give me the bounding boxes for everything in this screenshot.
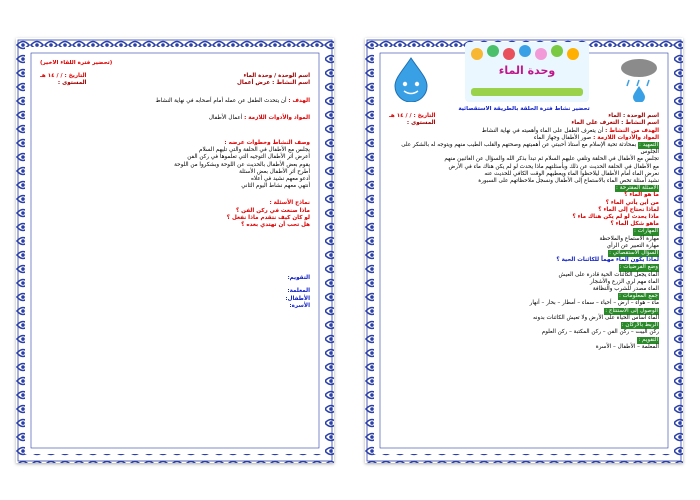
- intro-head: التمهيد :: [638, 142, 658, 149]
- materials-label: المواد والأدوات اللازمة :: [244, 114, 310, 121]
- right-page-content: [389, 106, 659, 441]
- list-item: أنتهي معهم نشاط اليوم الثاني: [241, 183, 310, 190]
- materials-text: صور الأطفال وجهاز الماء: [533, 134, 592, 141]
- date-label: التاريخ : / / ١٤ هـ: [389, 113, 436, 120]
- list-item: ماذا صنعت في ركن الفن ؟: [235, 207, 310, 214]
- level-label: المستوى :: [57, 80, 87, 87]
- section-head: الوصول إلى الاستنتاج :: [605, 307, 658, 314]
- left-page-content: [40, 60, 310, 441]
- section-head: جمع المعلومات :: [618, 293, 658, 300]
- goal-text: أن يتعرف الطفل على الماء وأهميته في نهاية النشاط: [481, 127, 604, 134]
- unit-label: اسم الوحدة / وحدة الماء: [243, 73, 310, 80]
- section-block: [389, 228, 659, 250]
- section-head: المهارات :: [634, 228, 658, 235]
- section-block: [389, 322, 659, 336]
- list-item: لو كان كيف نتقدم ماذا نفعل ؟: [226, 214, 310, 221]
- unit-banner: [465, 42, 589, 102]
- activity-label: اسم النشاط : التعرف على الماء: [571, 120, 659, 127]
- section-head: التقويم :: [638, 336, 658, 343]
- paragraph: تجلس مع الأطفال في الحلقة وتلقي عليهم السلام ثم تبدأ بذكر الله والسؤال عن الغائبين منهم: [444, 156, 659, 163]
- list-item: يجلس مع الأطفال في الحلقة والتي تليهم السلام: [198, 147, 310, 154]
- list-item: أدعو معهم نشيد في أعلاه: [250, 176, 310, 183]
- list-item: أعرض أثر الأطفال التوجيه التي تعلموها في ركن الفن: [187, 154, 310, 161]
- list-item: ماهو شكل الماء ؟: [610, 221, 659, 228]
- eval-item: الأطفال:: [285, 295, 310, 302]
- steps-label: وصف النشاط وخطوات عرضه :: [224, 140, 310, 147]
- list-item: الماء مصدر للشرب والنظافة: [592, 286, 659, 293]
- rain-cloud-icon: [617, 56, 661, 102]
- level-label: المستوى :: [406, 120, 436, 127]
- section-block: [389, 337, 659, 351]
- paragraph: نشيد أسئلة تخص الماء بالاستماع إلى الأطفال ونسجل ملاحظاتهم على السبورة: [478, 178, 659, 185]
- intro-text: بمحادثة تحية الإسلام مع أستاذ أحببتي عن أهميتهم وصحتهم والقلب الطيب منهم ويتوجه له بالشكر على الجلوس: [401, 142, 659, 156]
- eval-item: المعلمة:: [287, 288, 310, 295]
- section-head: وضع الفرضيات :: [619, 264, 658, 271]
- section-block: [389, 293, 659, 307]
- questions-label: نماذج الأسئلة :: [269, 200, 310, 207]
- list-item: الماء مهم لري الزرع والأشجار: [590, 278, 659, 285]
- section-block: [389, 308, 659, 322]
- goal-label: الهدف :: [288, 97, 310, 104]
- paragraph: نعرض الماء أمام الأطفال ليلاحظوا الماء ويعطيهم الوقت الكافي للحديث عنه: [484, 170, 659, 177]
- steps-list: [40, 147, 310, 190]
- list-item: هل تحب أن تهتدي بعده ؟: [241, 222, 310, 229]
- list-item: ركن البيت – ركن الفن – ركن المكتبة – ركن العلوم: [541, 329, 659, 336]
- list-item: ما هو الماء ؟: [624, 192, 659, 199]
- list-item: من أين يأتي الماء ؟: [605, 199, 659, 206]
- list-item: يقوم بعض الأطفال بالحديث عن اللوحة وبشكروا من اللوحة: [174, 161, 310, 168]
- section-block: [389, 185, 659, 228]
- date-label: التاريخ : / / ١٤ هـ: [40, 73, 87, 80]
- list-item: ماذا يحدث لو لم يكن هناك ماء ؟: [572, 214, 659, 221]
- section-block: [389, 250, 659, 264]
- water-drop-character-icon: [389, 56, 433, 102]
- activity-label: اسم النشاط : عرض أعمال: [236, 80, 310, 87]
- questions-list: [40, 208, 310, 230]
- section-block: [389, 264, 659, 293]
- goal-head: الهدف من النشاط :: [605, 127, 659, 134]
- list-item: ماء – هواء – أرض – أحياء – سماء – أمطار – بحار – أنهار: [529, 300, 659, 307]
- banner-title: وحدة الماء: [498, 64, 556, 77]
- materials-text: أعمال الأطفال: [208, 114, 243, 121]
- section-head: السؤال الاستقصائي :: [609, 250, 658, 257]
- list-item: الماء أساس الحياة على الأرض ولا تعيش الكائنات بدونه: [532, 314, 659, 321]
- paragraph: مع الأطفال في الحلقة الحديث عن ذلك وبأسئلتهم ماذا يحدث لو لم يكن هناك ماء في الأرض: [448, 163, 659, 170]
- section-head: الربط بالأركان :: [621, 322, 658, 329]
- goal-text: أن يتحدث الطفل عن عمله أمام أصحابه في نهاية النشاط: [155, 97, 287, 104]
- list-item: مهارة التعبير عن الرأي: [606, 242, 659, 249]
- session-title: (تحضير فترة اللقاء الأخير): [40, 60, 113, 66]
- list-item: لماذا يكون الماء مهماً للكائنات الحية ؟: [556, 257, 659, 264]
- left-document-page: [16, 38, 334, 463]
- list-item: الماء يجعل الكائنات الحية قادرة على العيش: [558, 271, 659, 278]
- list-item: أطرح أثر الأطفال بعض الأسئلة: [239, 168, 310, 175]
- unit-label: اسم الوحدة : الماء: [608, 113, 659, 120]
- evaluation-label: التقويم:: [287, 275, 310, 282]
- eval-item: الأسرة:: [289, 302, 310, 309]
- materials-head: المواد والأدوات اللازمة :: [593, 134, 659, 141]
- page-subtitle: تحضير نشاط فترة الحلقة بالطريقة الاستقصائية: [458, 106, 590, 112]
- list-item: مهارة الاستماع والملاحظة: [599, 235, 659, 242]
- section-head: الأسئلة المقترحة :: [616, 185, 658, 192]
- list-item: المعلمة – الأطفال – الأسرة: [595, 343, 659, 350]
- right-document-page: [365, 38, 683, 463]
- list-item: لماذا نحتاج إلى الماء ؟: [598, 206, 659, 213]
